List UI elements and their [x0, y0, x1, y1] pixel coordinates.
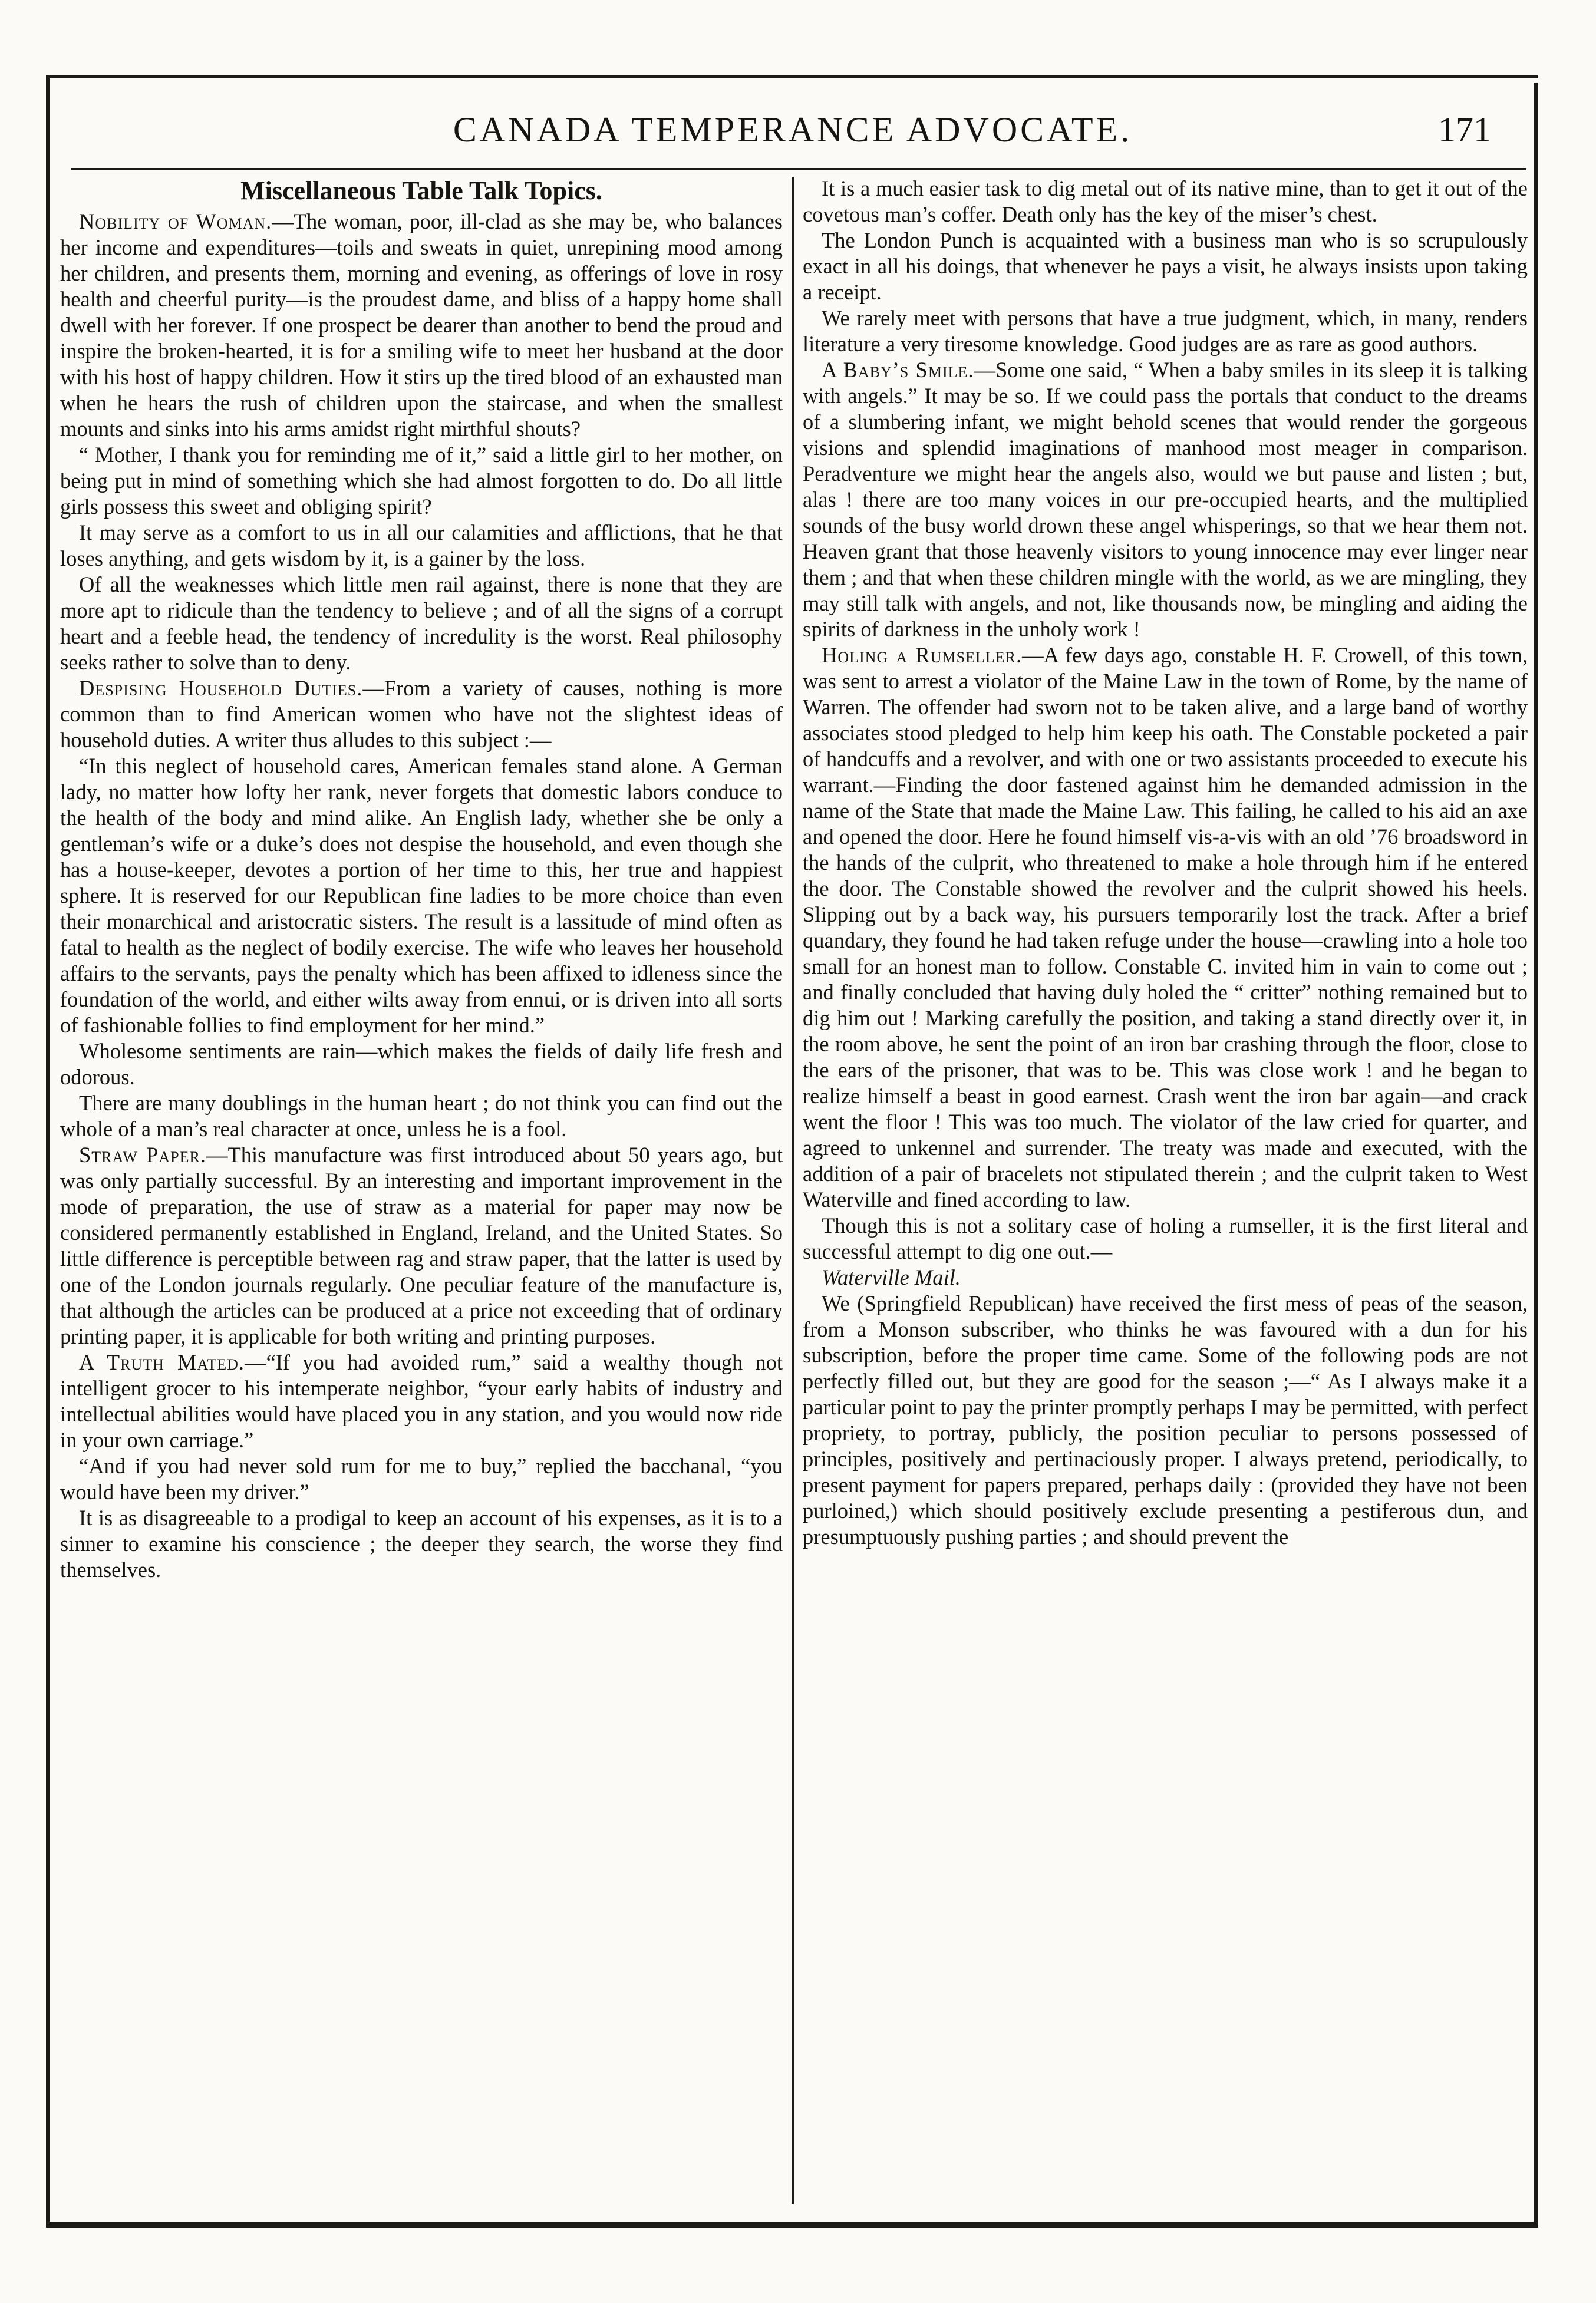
paragraph-lead: Nobility of Woman. [79, 209, 272, 233]
paragraph-lead: Straw Paper. [79, 1143, 206, 1167]
article-paragraph [803, 642, 1528, 1213]
article-paragraph [60, 753, 783, 1038]
section-heading: Miscellaneous Table Talk Topics. [240, 176, 602, 205]
paragraph-lead: A Truth Mated. [79, 1350, 245, 1374]
article-paragraph [803, 176, 1528, 227]
page-border-top [46, 75, 1538, 78]
page-border-right [1534, 83, 1538, 2228]
article-paragraph [60, 1350, 783, 1453]
paragraph-text: —The woman, poor, ill-clad as she may be, who balances her income and expenditures—toils and sweats in quiet, unrepining mood among her children, and presents them, morning and evening, as offerings of love in rosy health and cheerful purity—is the proudest dame, and bliss of a happy home shall dwell with her forever. If one prospect be dearer than another to bend the proud and inspire the broken-hearted, it is for a smiling wife to meet her husband at the door with his host of happy children. How it stirs up the tired blood of an exhausted man when he hears the rush of children upon the staircase, and when the smallest mounts and sinks into his arms amidst right mirthful shouts? [60, 209, 783, 441]
article-paragraph [803, 1291, 1528, 1550]
right-column [803, 176, 1528, 2209]
paragraph-text: —From a variety of causes, nothing is more common than to find American women who have not the slightest ideas of household duties. A writer thus alludes to this subject :— [60, 676, 783, 752]
paragraph-text: Wholesome sentiments are rain—which makes the fields of daily life fresh and odorous. [60, 1039, 783, 1089]
article-paragraph [803, 357, 1528, 642]
page-border-bottom [46, 2222, 1538, 2228]
article-paragraph [60, 1453, 783, 1505]
paragraph-text: We rarely meet with persons that have a true judgment, which, in many, renders literature a very tiresome knowledge. Good judges are as rare as good authors. [803, 306, 1528, 356]
article-paragraph [60, 572, 783, 675]
page-border-left [46, 77, 50, 2228]
paragraph-text: “ Mother, I thank you for reminding me of it,” said a little girl to her mother, on being put in mind of something which she had almost forgotten to do. Do all little girls possess this sweet and obliging spirit? [60, 443, 783, 519]
paragraph-text: Though this is not a solitary case of holing a rumseller, it is the first literal and successful attempt to dig one out.— [803, 1213, 1528, 1263]
paragraph-text: “In this neglect of household cares, American females stand alone. A German lady, no matter how lofty her rank, never forgets that domestic labors conduce to the health of the body and mind alike. An English lady, whether she be only a gentleman’s wife or a duke’s does not despise the household, and even though she has a house-keeper, devotes a portion of her time to this, her true and happiest sphere. It is reserved for our Republican fine ladies to be more choice than even their monarchical and aristocratic sisters. The result is a lassitude of mind often as fatal to health as the neglect of bodily exercise. The wife who leaves her household affairs to the servants, pays the penalty which has been affixed to idleness since the foundation of the world, and either wilts away from ennui, or is driven into all sorts of fashionable follies to find employment for her mind.” [60, 754, 783, 1037]
paragraph-text: —“If you had avoided rum,” said a wealthy though not intelligent grocer to his intemperate neighbor, “your early habits of industry and intellectual abilities would have placed you in any station, and you would now ride in your own carriage.” [60, 1350, 783, 1452]
article-paragraph [803, 227, 1528, 305]
paragraph-text: —Some one said, “ When a baby smiles in its sleep it is talking with angels.” It may be so. If we could pass the portals that conduct to the dreams of a slumbering infant, we might behold scenes that would render the gorgeous visions and splendid imaginations of manhood most meager in comparison. Peradventure we might hear the angels also, would we but pause and listen ; but, alas ! there are too many voices in our pre-occupied hearts, and the multiplied sounds of the busy world drown these angel whisperings, so that we hear them not. Heaven grant that those heavenly visitors to young innocence may ever linger near them ; and that when these children mingle with the world, as we are mingling, they may still talk with angels, and not, like thousands now, be mingling and aiding the spirits of darkness in the unholy work ! [803, 358, 1528, 641]
article-paragraph [803, 1213, 1528, 1265]
header-rule [71, 168, 1526, 170]
article-paragraph [803, 1265, 1528, 1291]
paragraph-text: There are many doublings in the human heart ; do not think you can find out the whole of a man’s real character at once, unless he is a fool. [60, 1091, 783, 1141]
paragraph-lead: Holing a Rumseller. [822, 643, 1023, 667]
left-column-body [60, 209, 783, 1583]
paragraph-lead: Despising Household Duties. [79, 676, 363, 700]
left-column [60, 176, 783, 2209]
running-header [71, 97, 1515, 162]
article-paragraph [60, 1142, 783, 1350]
page-number: 171 [1438, 110, 1491, 149]
paragraph-text: Of all the weaknesses which little men rail against, there is none that they are more apt to ridicule than the tendency to believe ; and of all the signs of a corrupt heart and a feeble head, the tendency of incredulity is the worst. Real philosophy seeks rather to solve than to deny. [60, 572, 783, 674]
article-paragraph [60, 520, 783, 572]
paragraph-text: It may serve as a comfort to us in all our calamities and afflictions, that he that loses anything, and gets wisdom by it, is a gainer by the loss. [60, 520, 783, 570]
article-paragraph [60, 1038, 783, 1090]
paragraph-text: —A few days ago, constable H. F. Crowell, of this town, was sent to arrest a violator of the Maine Law in the town of Rome, by the name of Warren. The offender had sworn not to be taken alive, and a large band of worthy associates stood pledged to help him keep his oath. The Constable pocketed a pair of handcuffs and a revolver, and with one or two assistants proceeded to execute his warrant.—Finding the door fastened against him he demanded admission in the name of the State that made the Maine Law. This failing, he called to his aid an axe and opened the door. Here he found himself vis-a-vis with an old ’76 broadsword in the hands of the culprit, who threatened to make a hole through him if he entered the door. The Constable showed the revolver and the culprit showed his heels. Slipping out by a back way, his pursuers temporarily lost the track. After a brief quandary, they found he had taken refuge under the house—crawling into a hole too small for an honest man to follow. Constable C. invited him in vain to come out ; and finally concluded that having duly holed the “ critter” nothing remained but to dig him out ! Marking carefully the position, and taking a stand directly over it, in the room above, he sent the point of an iron bar crashing through the floor, close to the ears of the prisoner, that was to be. This was close work ! and he began to realize himself a beast in good earnest. Crash went the iron bar again—and crack went the floor ! This was too much. The violator of the law cried for quarter, and agreed to unkennel and surrender. The treaty was made and executed, with the addition of a pair of bracelets not stipulated therein ; and the culprit taken to West Waterville and fined according to law. [803, 643, 1528, 1212]
paragraph-text: We (Springfield Republican) have received the first mess of peas of the season, from a Monson subscriber, who thinks he was favoured with a dun for his subscription, before the proper time came. Some of the following pods are not perfectly filled out, but they are good for the season ;—“ As I always make it a particular point to pay the printer promptly perhaps I may be permitted, with perfect propriety, to portray, publicly, the position peculiar to persons possessed of principles, positively and pertinaciously proper. I always pretend, periodically, to present payment for papers prepared, perhaps daily : (provided they have not been purloined,) which should positively exclude presenting a pestiferous dun, and presumptuously pushing parties ; and should prevent the [803, 1291, 1528, 1549]
paragraph-text: It is as disagreeable to a prodigal to keep an account of his expenses, as it is to a sinner to examine his conscience ; the deeper they search, the worse they find themselves. [60, 1506, 783, 1582]
paragraph-text: —This manufacture was first introduced about 50 years ago, but was only partially successful. By an interesting and important improvement in the mode of preparation, the use of straw as a material for paper may now be considered permanently established in England, Ireland, and the United States. So little difference is perceptible between rag and straw paper, that the latter is used by one of the London journals regularly. One peculiar feature of the manufacture is, that although the articles can be produced at a price not exceeding that of ordinary printing paper, it is applicable for both writing and printing purposes. [60, 1143, 783, 1348]
paragraph-text: It is a much easier task to dig metal out of its native mine, than to get it out of the covetous man’s coffer. Death only has the key of the miser’s chest. [803, 176, 1528, 226]
paragraph-text: The London Punch is acquainted with a business man who is so scrupulously exact in all his doings, that whenever he pays a visit, he always insists upon taking a receipt. [803, 228, 1528, 304]
article-paragraph [60, 442, 783, 520]
article-paragraph [803, 305, 1528, 357]
paragraph-text: Waterville Mail. [822, 1265, 961, 1289]
article-paragraph [60, 675, 783, 753]
masthead-title: CANADA TEMPERANCE ADVOCATE. [453, 110, 1133, 149]
right-column-body [803, 176, 1528, 1550]
article-paragraph [60, 209, 783, 442]
article-paragraph [60, 1090, 783, 1142]
paragraph-text: “And if you had never sold rum for me to buy,” replied the bacchanal, “you would have been my driver.” [60, 1454, 783, 1504]
article-paragraph [60, 1505, 783, 1583]
column-divider [792, 177, 794, 2204]
paragraph-lead: A Baby’s Smile. [822, 358, 974, 382]
